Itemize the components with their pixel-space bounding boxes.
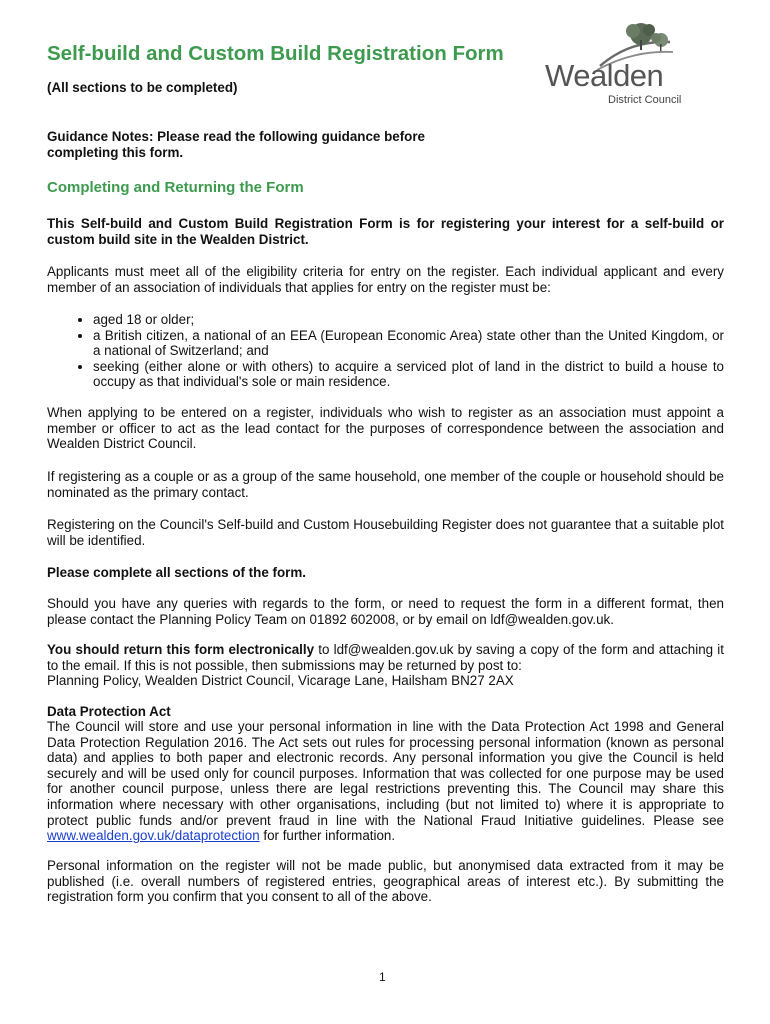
dpa-text: The Council will store and use your personal information in line with the Data Protection Act 1998 and General Data Protection Regulation 2016. The Act sets out rules for processing personal information (known as personal data) and applies to both paper and electronic records. Any personal information you give the Council is held securely and will be used only for council purposes. Information that was collected for one purpose may be used for another council purpose, unless there are legal restrictions preventing this. The Council may share this information where necessary with other organisations, including (but not limited to) where it is appropriate to protect public funds and/or prevent fraud in line with the National Fraud Initiative guidelines. Please see: [47, 719, 724, 828]
return-text: to ldf@wealden.gov.uk by saving a copy of the form and attaching it to the email. If this is not possible, then submissions may be returned by post to:: [47, 642, 724, 673]
couple-paragraph: If registering as a couple or as a group of the same household, one member of the couple or household should be nominated as the primary contact.: [47, 469, 724, 500]
wealden-logo: [545, 22, 695, 112]
complete-all-paragraph: Please complete all sections of the form.: [47, 565, 306, 580]
intro-paragraph: This Self-build and Custom Build Registration Form is for registering your interest for a self-build or custom build site in the Wealden District.: [47, 216, 724, 247]
guidance-notes: Guidance Notes: Please read the following guidance before completing this form.: [47, 129, 425, 160]
section-heading: Completing and Returning the Form: [47, 179, 304, 196]
logo-subtitle: District Council: [608, 94, 682, 106]
publication-paragraph: Personal information on the register will not be made public, but anonymised data extracted from it may be published (i.e. overall numbers of registered entries, geographical areas of interest etc.). By submitting the registration form you confirm that you consent to all of the above.: [47, 858, 724, 905]
page-title: Self-build and Custom Build Registration Form: [47, 42, 504, 65]
queries-paragraph: Should you have any queries with regards to the form, or need to request the form in a different format, then please contact the Planning Policy Team on 01892 602008, or by email on ldf@wealden.gov.uk.: [47, 596, 724, 627]
dataprotection-link[interactable]: www.wealden.gov.uk/dataprotection: [47, 828, 260, 844]
address: Planning Policy, Wealden District Council, Vicarage Lane, Hailsham BN27 2AX: [47, 673, 514, 688]
return-bold: You should return this form electronically: [47, 642, 315, 657]
subtitle: (All sections to be completed): [47, 80, 238, 95]
list-item: • a British citizen, a national of an EEA (European Economic Area) state other than the United Kingdom, or a national of Switzerland; and: [93, 328, 724, 359]
eligibility-paragraph: Applicants must meet all of the eligibility criteria for entry on the register. Each individual applicant and every member of an association of individuals that applies for entry on the register must be:: [47, 264, 724, 295]
return-paragraph: [47, 642, 724, 673]
dpa-heading: Data Protection Act: [47, 704, 171, 719]
no-guarantee-paragraph: Registering on the Council's Self-build and Custom Housebuilding Register does not guarantee that a suitable plot will be identified.: [47, 517, 724, 548]
list-item: • aged 18 or older;: [93, 312, 724, 328]
logo-wordmark: Wealden: [545, 58, 664, 93]
association-paragraph: When applying to be entered on a register, individuals who wish to register as an association must appoint a member or officer to act as the lead contact for the purposes of correspondence between the association and Wealden District Council.: [47, 405, 724, 452]
list-item: • seeking (either alone or with others) to acquire a serviced plot of land in the district to build a house to occupy as that individual's sole or main residence.: [93, 359, 724, 390]
criteria-list: [47, 312, 724, 390]
dpa-end: for further information.: [259, 828, 396, 844]
dpa-paragraph: [47, 719, 724, 844]
page-number: 1: [379, 970, 386, 984]
